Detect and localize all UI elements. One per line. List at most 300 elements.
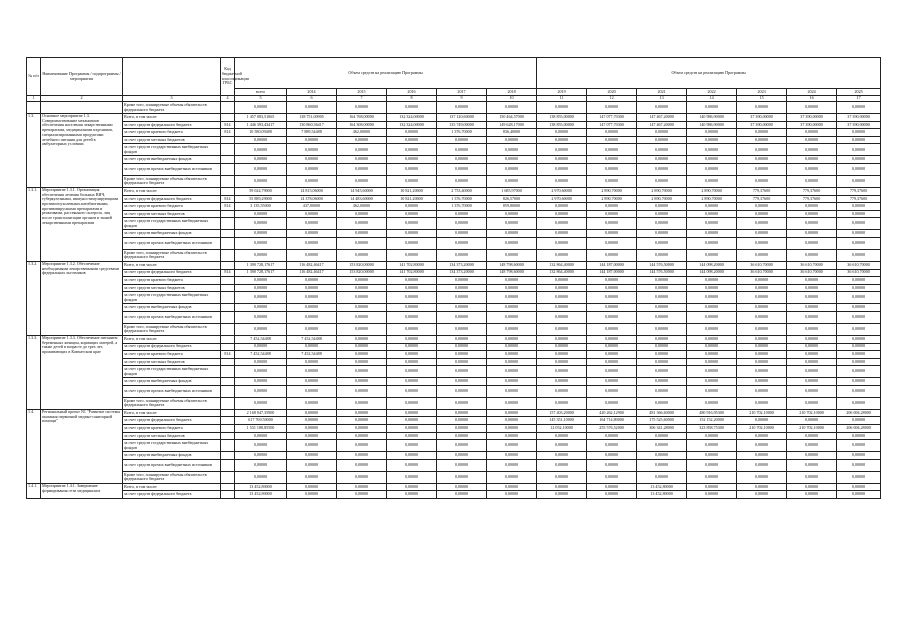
row-value: 37 390,00000 — [837, 121, 881, 129]
row-value: 0,00000 — [337, 385, 387, 397]
row-value: 0,00000 — [287, 452, 337, 460]
row-value: 836,40000 — [487, 129, 537, 137]
row-kbk — [221, 261, 235, 269]
row-value: 0,00000 — [837, 452, 881, 460]
row-value: 0,00000 — [487, 425, 537, 433]
row-value: 0,00000 — [537, 237, 587, 249]
row-value: 0,00000 — [337, 284, 387, 292]
row-value: 0,00000 — [487, 249, 537, 261]
row-value: 0,00000 — [837, 102, 881, 114]
row-source: Кроме того, планируемые объемы обязательств федерального бюджета — [123, 471, 221, 483]
row-value: 0,00000 — [637, 277, 687, 285]
row-value: 134 373,20000 — [437, 261, 487, 269]
row-value: 0,00000 — [837, 417, 881, 425]
header-year: 2020 — [587, 89, 637, 96]
column-number: 3 — [123, 96, 221, 102]
row-value: 0,00000 — [387, 343, 437, 351]
row-value: 0,00000 — [235, 358, 287, 366]
row-value: 0,00000 — [587, 277, 637, 285]
row-value: 0,00000 — [337, 304, 387, 312]
row-value: 12 052,10000 — [537, 425, 587, 433]
row-value: 0,00000 — [387, 249, 437, 261]
row-value: 0,00000 — [437, 210, 487, 218]
row-value: 132 324,00000 — [387, 121, 437, 129]
table-row — [27, 195, 881, 203]
row-value: 0,00000 — [537, 459, 587, 471]
row-value: 0,00000 — [487, 358, 537, 366]
table-row — [27, 425, 881, 433]
row-value: 0,00000 — [687, 292, 737, 304]
row-value: 0,00000 — [837, 284, 881, 292]
row-value: 0,00000 — [637, 284, 687, 292]
row-kbk — [221, 218, 235, 230]
row-value: 0,00000 — [287, 491, 337, 499]
row-value: 0,00000 — [837, 491, 881, 499]
row-value: 0,00000 — [337, 335, 387, 343]
row-value: 0,00000 — [337, 409, 387, 417]
row-value: 0,00000 — [337, 471, 387, 483]
table-row — [27, 432, 881, 440]
table-row — [27, 249, 881, 261]
row-value: 0,00000 — [437, 409, 487, 417]
table-row — [27, 230, 881, 238]
row-value: 0,00000 — [387, 156, 437, 164]
row-value: 0,00000 — [687, 304, 737, 312]
row-value: 0,00000 — [437, 163, 487, 175]
row-value: 779,37600 — [737, 195, 787, 203]
row-source: за счет средств прочих внебюджетных источников — [123, 385, 221, 397]
row-value: 0,00000 — [537, 483, 587, 491]
row-index: 1.3.3. — [27, 335, 41, 409]
row-value: 0,00000 — [687, 175, 737, 187]
row-value: 2 890,70000 — [637, 195, 687, 203]
row-value: 0,00000 — [487, 335, 537, 343]
row-value: 144 576,50000 — [637, 269, 687, 277]
row-value: 1 390 728,17617 — [235, 269, 287, 277]
row-value: 0,00000 — [587, 102, 637, 114]
row-source: за счет средств государственных внебюджетных фондов — [123, 218, 221, 230]
row-value: 0,00000 — [487, 230, 537, 238]
row-value: 0,00000 — [787, 491, 837, 499]
row-value: 0,00000 — [687, 452, 737, 460]
header-source — [123, 58, 221, 96]
table-row — [27, 292, 881, 304]
row-value: 0,00000 — [537, 343, 587, 351]
row-value: 153 820,00000 — [337, 261, 387, 269]
row-value: 0,00000 — [287, 175, 337, 187]
row-value: 0,00000 — [387, 210, 437, 218]
row-kbk — [221, 163, 235, 175]
row-value: 0,00000 — [235, 237, 287, 249]
row-value: 0,00000 — [737, 277, 787, 285]
row-value: 0,00000 — [287, 425, 337, 433]
column-number: 4 — [221, 96, 235, 102]
row-value: 859,80000 — [487, 203, 537, 211]
row-value: 37 390,00000 — [787, 121, 837, 129]
row-value: 0,00000 — [587, 284, 637, 292]
row-value: 481 366,60000 — [637, 409, 687, 417]
row-source: за счет средств местных бюджетов — [123, 210, 221, 218]
row-value: 0,00000 — [387, 230, 437, 238]
column-number: 7 — [337, 96, 387, 102]
row-source: за счет средств местных бюджетов — [123, 284, 221, 292]
row-value: 0,00000 — [837, 249, 881, 261]
row-value: 0,00000 — [837, 218, 881, 230]
row-value: 14 378,06000 — [287, 195, 337, 203]
row-value: 206 694,28000 — [837, 409, 881, 417]
row-value: 0,00000 — [337, 417, 387, 425]
row-value: 420 262,12900 — [587, 409, 637, 417]
table-row — [27, 156, 881, 164]
row-value: 0,00000 — [637, 378, 687, 386]
row-value: 0,00000 — [737, 311, 787, 323]
row-value: 36 610,70000 — [737, 261, 787, 269]
row-value: 2 970,60000 — [537, 195, 587, 203]
row-value: 157 403,20000 — [537, 409, 587, 417]
table-row — [27, 378, 881, 386]
column-number: 9 — [437, 96, 487, 102]
row-value: 0,00000 — [337, 378, 387, 386]
row-value: 0,00000 — [387, 491, 437, 499]
row-value: 0,00000 — [537, 311, 587, 323]
row-value: 0,00000 — [235, 175, 287, 187]
row-source: за счет средств внебюджетных фондов — [123, 230, 221, 238]
row-value: 0,00000 — [737, 136, 787, 144]
row-value: 0,00000 — [387, 385, 437, 397]
row-value: 0,00000 — [487, 237, 537, 249]
row-value: 0,00000 — [387, 432, 437, 440]
row-kbk — [221, 136, 235, 144]
row-value: 149 628,17000 — [487, 121, 537, 129]
row-value: 0,00000 — [337, 292, 387, 304]
row-value: 7 889,54488 — [287, 129, 337, 137]
row-value: 0,00000 — [437, 175, 487, 187]
row-value: 10 821,20000 — [387, 187, 437, 195]
row-value: 0,00000 — [837, 175, 881, 187]
row-value: 0,00000 — [687, 483, 737, 491]
column-number: 13 — [637, 96, 687, 102]
row-value: 0,00000 — [587, 129, 637, 137]
row-value: 0,00000 — [737, 358, 787, 366]
row-kbk — [221, 304, 235, 312]
row-value: 0,00000 — [787, 351, 837, 359]
row-value: 0,00000 — [387, 459, 437, 471]
row-kbk — [221, 385, 235, 397]
column-number: 2 — [41, 96, 123, 102]
row-value: 175 525,60000 — [637, 417, 687, 425]
row-value: 0,00000 — [287, 304, 337, 312]
row-value: 0,00000 — [287, 144, 337, 156]
row-value: 0,00000 — [487, 163, 537, 175]
row-source: Всего, в том числе: — [123, 187, 221, 195]
row-value: 0,00000 — [235, 378, 287, 386]
row-value: 59 024,79000 — [235, 187, 287, 195]
row-value: 0,00000 — [837, 378, 881, 386]
row-value: 255 576,52000 — [587, 425, 637, 433]
row-value: 140 986,90000 — [687, 121, 737, 129]
row-value: 1 531 188,85500 — [235, 425, 287, 433]
row-value: 0,00000 — [487, 156, 537, 164]
row-value: 0,00000 — [487, 491, 537, 499]
row-kbk — [221, 210, 235, 218]
row-source: за счет средств внебюджетных фондов — [123, 378, 221, 386]
row-value: 0,00000 — [687, 459, 737, 471]
row-name: Мероприятие 1.3.2. Обеспечение необходимыми лекарственными средствами федеральных льготников — [41, 261, 123, 335]
row-value: 36 610,70000 — [837, 269, 881, 277]
row-value: 0,00000 — [637, 471, 687, 483]
row-kbk — [221, 343, 235, 351]
row-value: 0,00000 — [487, 218, 537, 230]
row-value: 0,00000 — [387, 425, 437, 433]
row-source: Всего, в том числе: — [123, 409, 221, 417]
row-value: 150 464,57000 — [487, 114, 537, 122]
row-value: 132 864,40000 — [537, 269, 587, 277]
row-value: 148 798,60000 — [487, 269, 537, 277]
row-value: 0,00000 — [337, 425, 387, 433]
row-source: Кроме того, планируемые объемы обязательств федерального бюджета — [123, 249, 221, 261]
row-value: 0,00000 — [637, 218, 687, 230]
row-kbk — [221, 311, 235, 323]
row-value: 0,00000 — [235, 292, 287, 304]
row-value: 0,00000 — [235, 284, 287, 292]
row-kbk — [221, 102, 235, 114]
row-value: 147 467,20000 — [637, 121, 687, 129]
row-value: 14 945,60000 — [337, 187, 387, 195]
row-value: 0,00000 — [787, 366, 837, 378]
row-source: Всего, в том числе: — [123, 483, 221, 491]
row-value: 0,00000 — [235, 471, 287, 483]
row-value: 0,00000 — [687, 237, 737, 249]
row-value: 0,00000 — [487, 440, 537, 452]
row-value: 0,00000 — [737, 378, 787, 386]
column-number: 6 — [287, 96, 337, 102]
row-value: 1 376,70000 — [437, 195, 487, 203]
row-value: 0,00000 — [337, 136, 387, 144]
row-value: 0,00000 — [487, 292, 537, 304]
table-row — [27, 311, 881, 323]
row-value: 144 187,00000 — [587, 261, 637, 269]
table-row — [27, 483, 881, 491]
column-number: 16 — [787, 96, 837, 102]
row-value: 0,00000 — [787, 358, 837, 366]
row-value: 0,00000 — [787, 417, 837, 425]
row-value: 0,00000 — [287, 378, 337, 386]
row-value: 0,00000 — [837, 311, 881, 323]
row-kbk — [221, 175, 235, 187]
row-value: 138 855,00000 — [537, 121, 587, 129]
row-value: 0,00000 — [287, 440, 337, 452]
row-value: 36 610,70000 — [787, 269, 837, 277]
row-value: 0,00000 — [837, 136, 881, 144]
row-value: 0,00000 — [235, 218, 287, 230]
row-value: 0,00000 — [587, 452, 637, 460]
row-value: 0,00000 — [287, 277, 337, 285]
row-value: 0,00000 — [487, 102, 537, 114]
row-value: 0,00000 — [537, 452, 587, 460]
row-value: 0,00000 — [287, 366, 337, 378]
table-row — [27, 323, 881, 335]
row-value: 116 482,46417 — [287, 261, 337, 269]
row-value: 0,00000 — [287, 471, 337, 483]
row-value: 0,00000 — [787, 378, 837, 386]
row-value: 0,00000 — [287, 358, 337, 366]
row-value: 2 168 047,35900 — [235, 409, 287, 417]
row-value: 0,00000 — [437, 335, 487, 343]
row-value: 0,00000 — [235, 366, 287, 378]
table-row — [27, 129, 881, 137]
row-value: 0,00000 — [787, 102, 837, 114]
row-source: за счет средств внебюджетных фондов — [123, 304, 221, 312]
row-value: 0,00000 — [687, 102, 737, 114]
row-value: 0,00000 — [235, 452, 287, 460]
row-value: 0,00000 — [235, 459, 287, 471]
row-value: 0,00000 — [387, 144, 437, 156]
row-value: 0,00000 — [537, 491, 587, 499]
row-value: 0,00000 — [587, 343, 637, 351]
row-value: 0,00000 — [837, 304, 881, 312]
row-value: 0,00000 — [737, 304, 787, 312]
row-value: 1 685,97000 — [487, 187, 537, 195]
row-kbk — [221, 277, 235, 285]
row-value: 0,00000 — [737, 203, 787, 211]
row-value: 0,00000 — [437, 432, 487, 440]
row-value: 0,00000 — [437, 277, 487, 285]
row-value: 0,00000 — [687, 230, 737, 238]
row-value: 0,00000 — [387, 203, 437, 211]
row-kbk — [221, 378, 235, 386]
row-value: 0,00000 — [587, 237, 637, 249]
row-value: 0,00000 — [737, 249, 787, 261]
row-value: 0,00000 — [537, 358, 587, 366]
column-number: 5 — [235, 96, 287, 102]
row-source: за счет средств прочих внебюджетных источников — [123, 459, 221, 471]
row-value: 617 769,50000 — [235, 417, 287, 425]
row-value: 0,00000 — [337, 156, 387, 164]
row-value: 0,00000 — [737, 292, 787, 304]
row-value: 0,00000 — [437, 144, 487, 156]
row-value: 0,00000 — [387, 136, 437, 144]
row-value: 0,00000 — [587, 491, 637, 499]
row-value: 0,00000 — [437, 459, 487, 471]
row-value: 0,00000 — [337, 491, 387, 499]
row-source: за счет средств прочих внебюджетных источников — [123, 311, 221, 323]
row-value: 0,00000 — [587, 163, 637, 175]
row-value: 2 970,60000 — [537, 187, 587, 195]
row-value: 0,00000 — [437, 425, 487, 433]
row-value: 0,00000 — [687, 432, 737, 440]
table-row — [27, 471, 881, 483]
row-value: 0,00000 — [337, 452, 387, 460]
row-value: 0,00000 — [587, 351, 637, 359]
row-value: 0,00000 — [787, 249, 837, 261]
row-value: 0,00000 — [637, 452, 687, 460]
row-value: 37 390,00000 — [737, 114, 787, 122]
row-value: 0,00000 — [587, 292, 637, 304]
row-value: 0,00000 — [387, 175, 437, 187]
row-source: Кроме того, планируемые объемы обязательств федерального бюджета — [123, 397, 221, 409]
row-value: 3 135,55000 — [235, 203, 287, 211]
row-name: Мероприятие 1.3.3. Обеспечение питанием беременных женщин, кормящих матерей, а также детей в возрасте до трех лет, проживающих в Камчатском крае — [41, 335, 123, 409]
row-value: 0,00000 — [687, 335, 737, 343]
row-value: 0,00000 — [587, 397, 637, 409]
row-value: 1 457 083,51065 — [235, 114, 287, 122]
header-num: № п/п — [27, 58, 41, 96]
row-value: 144 098,20000 — [687, 269, 737, 277]
row-value: 0,00000 — [337, 144, 387, 156]
row-value: 0,00000 — [587, 218, 637, 230]
header-year: 2023 — [737, 89, 787, 96]
row-value: 0,00000 — [737, 491, 787, 499]
row-value: 0,00000 — [437, 343, 487, 351]
row-value: 779,37600 — [787, 187, 837, 195]
row-value: 0,00000 — [387, 323, 437, 335]
row-value: 0,00000 — [587, 335, 637, 343]
table-row — [27, 440, 881, 452]
row-value: 0,00000 — [637, 156, 687, 164]
row-value: 0,00000 — [537, 277, 587, 285]
row-value: 0,00000 — [787, 156, 837, 164]
row-value: 0,00000 — [287, 249, 337, 261]
row-kbk: 814 — [221, 351, 235, 359]
row-source: за счет средств краевого бюджета — [123, 351, 221, 359]
row-value: 0,00000 — [337, 230, 387, 238]
row-value: 0,00000 — [537, 471, 587, 483]
row-value: 1 446 393,43417 — [235, 121, 287, 129]
row-name: Региональный проект N1 "Развитие системы оказания первичной медико-санитарной помощи" — [41, 409, 123, 483]
row-value: 0,00000 — [337, 237, 387, 249]
row-source: за счет средств государственных внебюджетных фондов — [123, 440, 221, 452]
row-value: 0,00000 — [787, 277, 837, 285]
row-value: 0,00000 — [787, 385, 837, 397]
row-value: 779,37600 — [787, 195, 837, 203]
row-value: 0,00000 — [337, 351, 387, 359]
row-index: 1.4. — [27, 409, 41, 483]
row-value: 0,00000 — [337, 323, 387, 335]
row-value: 164 714,80000 — [587, 417, 637, 425]
row-value: 779,37600 — [837, 195, 881, 203]
row-value: 0,00000 — [637, 304, 687, 312]
header-year: 2024 — [787, 89, 837, 96]
row-value: 0,00000 — [537, 210, 587, 218]
table-row — [27, 210, 881, 218]
row-value: 0,00000 — [235, 432, 287, 440]
table-row — [27, 304, 881, 312]
row-source: за счет средств государственных внебюджетных фондов — [123, 292, 221, 304]
row-value: 0,00000 — [687, 249, 737, 261]
row-source: за счет средств федерального бюджета — [123, 491, 221, 499]
row-value: 0,00000 — [487, 351, 537, 359]
row-kbk: 814 — [221, 203, 235, 211]
row-value: 0,00000 — [337, 366, 387, 378]
row-value: 0,00000 — [235, 440, 287, 452]
row-value: 0,00000 — [537, 304, 587, 312]
row-kbk — [221, 425, 235, 433]
row-value: 0,00000 — [287, 483, 337, 491]
row-value: 0,00000 — [235, 156, 287, 164]
row-source: за счет средств местных бюджетов — [123, 136, 221, 144]
row-value: 0,00000 — [387, 440, 437, 452]
row-value: 0,00000 — [687, 397, 737, 409]
row-value: 0,00000 — [537, 397, 587, 409]
row-value: 0,00000 — [387, 452, 437, 460]
row-value: 0,00000 — [787, 397, 837, 409]
row-value: 0,00000 — [437, 385, 487, 397]
row-value: 36 610,70000 — [737, 269, 787, 277]
row-value: 0,00000 — [437, 351, 487, 359]
row-value: 0,00000 — [537, 163, 587, 175]
header-year: 2022 — [687, 89, 737, 96]
row-value: 0,00000 — [787, 292, 837, 304]
